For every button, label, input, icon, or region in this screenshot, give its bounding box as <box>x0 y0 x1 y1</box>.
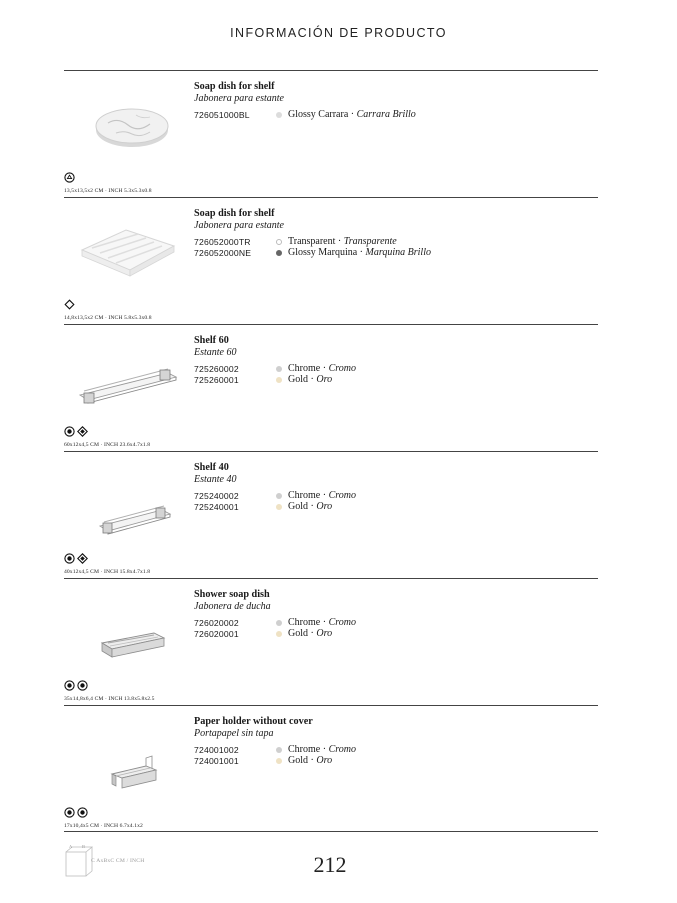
separator: · <box>320 490 329 501</box>
shelf-40-image <box>76 466 180 544</box>
product-subtitle: Estante 60 <box>194 347 237 358</box>
separator: · <box>308 374 317 385</box>
product-entry <box>64 71 598 197</box>
legend-label-a: A <box>69 844 73 849</box>
product-code: 725260002 <box>194 363 239 374</box>
shelf-60-image <box>76 339 180 417</box>
variant-row <box>194 490 594 501</box>
variant-row <box>194 744 594 755</box>
finish-name: Gold <box>288 755 308 766</box>
finish-name: Gold <box>288 501 308 512</box>
dimensions-label: 35x14,8x6,4 CM · INCH 13.8x5.8x2.5 <box>64 696 155 702</box>
finish-swatch <box>276 366 282 372</box>
separator: · <box>308 501 317 512</box>
separator: · <box>320 617 329 628</box>
round-target-icon <box>64 807 75 818</box>
finish-name-es: Marquina Brillo <box>365 247 431 258</box>
finish-swatch <box>276 112 282 118</box>
variant-row <box>194 247 594 258</box>
finish-name-es: Cromo <box>328 617 356 628</box>
variant-row <box>194 501 594 512</box>
dimensions-label: 60x12x4,5 CM · INCH 23.6x4.7x1.8 <box>64 442 151 448</box>
product-entry <box>64 452 598 578</box>
finish-swatch <box>276 747 282 753</box>
product-code: 725260001 <box>194 374 239 385</box>
finish-name-es: Cromo <box>328 363 356 374</box>
product-entry <box>64 706 598 832</box>
product-code: 726020001 <box>194 628 239 639</box>
separator: · <box>320 744 329 755</box>
section-divider <box>64 831 598 832</box>
product-code: 725240002 <box>194 490 239 501</box>
separator: · <box>308 628 317 639</box>
finish-name: Gold <box>288 374 308 385</box>
round-target-icon <box>77 680 88 691</box>
finish-name-es: Oro <box>316 374 333 385</box>
round-target-icon <box>64 680 75 691</box>
page-number: 212 <box>313 852 347 877</box>
finish-name: Chrome <box>288 363 321 374</box>
product-entry <box>64 325 598 451</box>
diamond-target-icon <box>77 426 88 437</box>
product-title: Shelf 60 <box>194 335 229 346</box>
product-entry <box>64 579 598 705</box>
variant-row <box>194 374 594 385</box>
product-title: Soap dish for shelf <box>194 208 275 219</box>
product-title: Paper holder without cover <box>194 716 313 727</box>
variant-row <box>194 363 594 374</box>
finish-name: Chrome <box>288 744 321 755</box>
variant-row <box>194 236 594 247</box>
finish-swatch <box>276 377 282 383</box>
finish-name: Glossy Carrara <box>288 109 349 120</box>
product-symbols <box>64 426 88 437</box>
product-code: 725240001 <box>194 501 239 512</box>
product-entry <box>64 198 598 324</box>
finish-name-es: Oro <box>316 501 333 512</box>
finish-swatch <box>276 250 282 256</box>
product-subtitle: Jabonera de ducha <box>194 601 271 612</box>
finish-name-es: Transparente <box>343 236 397 247</box>
separator: · <box>357 247 366 258</box>
product-code: 726020002 <box>194 617 239 628</box>
finish-swatch <box>276 758 282 764</box>
finish-name: Chrome <box>288 490 321 501</box>
separator: · <box>348 109 357 120</box>
finish-name: Gold <box>288 628 308 639</box>
product-code: 724001002 <box>194 744 239 755</box>
recycled-symbol-icon <box>64 172 75 183</box>
finish-name-es: Oro <box>316 628 333 639</box>
product-symbols <box>64 807 88 818</box>
product-symbols <box>64 172 75 183</box>
product-code: 726052000NE <box>194 247 252 258</box>
product-subtitle: Portapapel sin tapa <box>194 728 274 739</box>
finish-name-es: Oro <box>316 755 333 766</box>
dimensions-legend-icon <box>64 844 94 878</box>
product-title: Shower soap dish <box>194 589 270 600</box>
product-title: Soap dish for shelf <box>194 81 275 92</box>
dimensions-label: 40x12x4,5 CM · INCH 15.8x4.7x1.8 <box>64 569 151 575</box>
finish-name: Chrome <box>288 617 321 628</box>
separator: · <box>320 363 329 374</box>
round-target-icon <box>77 807 88 818</box>
product-subtitle: Jabonera para estante <box>194 220 284 231</box>
finish-swatch <box>276 631 282 637</box>
product-subtitle: Jabonera para estante <box>194 93 284 104</box>
transparent-soap-dish-image <box>76 212 180 290</box>
product-subtitle: Estante 40 <box>194 474 237 485</box>
product-symbols <box>64 553 88 564</box>
finish-swatch <box>276 504 282 510</box>
marble-soap-dish-image <box>76 85 180 163</box>
product-code: 724001001 <box>194 755 239 766</box>
product-symbols <box>64 680 88 691</box>
diamond-outline-icon <box>64 299 75 310</box>
product-title: Shelf 40 <box>194 462 229 473</box>
product-symbols <box>64 299 75 310</box>
finish-name: Glossy Marquina <box>288 247 358 258</box>
finish-name-es: Cromo <box>328 490 356 501</box>
variant-row <box>194 617 594 628</box>
finish-name-es: Cromo <box>328 744 356 755</box>
product-code: 726051000BL <box>194 109 250 120</box>
dimensions-label: 13,5x13,5x2 CM · INCH 5.3x5.3x0.8 <box>64 188 152 194</box>
finish-name: Transparent <box>288 236 336 247</box>
round-target-icon <box>64 553 75 564</box>
diamond-target-icon <box>77 553 88 564</box>
variant-row <box>194 628 594 639</box>
product-code: 726052000TR <box>194 236 251 247</box>
shower-soap-dish-image <box>76 593 180 671</box>
dimensions-label: 17x10,4x5 CM · INCH 6.7x4.1x2 <box>64 823 143 829</box>
finish-swatch <box>276 620 282 626</box>
paper-holder-image <box>76 720 180 798</box>
variant-row <box>194 755 594 766</box>
dimensions-label: 14,8x13,5x2 CM · INCH 5.8x5.3x0.8 <box>64 315 152 321</box>
legend-label-b: B <box>82 844 86 849</box>
separator: · <box>308 755 317 766</box>
finish-swatch <box>276 493 282 499</box>
page-header: INFORMACIÓN DE PRODUCTO <box>230 26 447 40</box>
separator: · <box>335 236 344 247</box>
variant-row <box>194 109 594 120</box>
finish-swatch <box>276 239 282 245</box>
dimensions-legend-note: C AxBxC CM / INCH <box>91 858 145 864</box>
round-target-icon <box>64 426 75 437</box>
finish-name-es: Carrara Brillo <box>356 109 416 120</box>
